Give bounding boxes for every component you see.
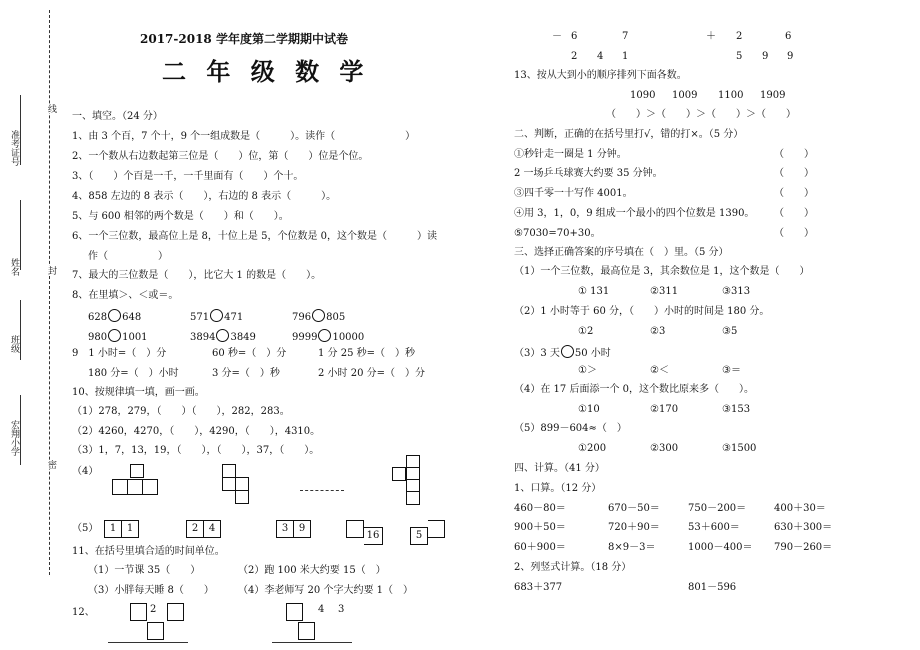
choice-option[interactable]: ①2 [578, 326, 594, 337]
oral-heading: 1、口算。（12 分） [514, 483, 602, 494]
compare-item: 3894 3849 [190, 329, 256, 344]
section-3-heading: 三、选择正确答案的序号填在（ ）里。（5 分） [514, 247, 729, 258]
sum-line [272, 642, 352, 643]
judge-item: ③四千零一十写作 4001。 [514, 188, 633, 199]
seal-char-line: 线 [46, 104, 56, 113]
compare-circle[interactable] [108, 329, 121, 342]
compare-item: 796 805 [292, 309, 345, 324]
judge-bracket[interactable]: （ ） [774, 168, 814, 179]
seal-char-seal: 封 [46, 266, 56, 275]
cell-pair: 2 4 [186, 520, 221, 538]
compare-item: 571 471 [190, 309, 243, 324]
judge-item: 2 一场乒乓球赛大约要 35 分钟。 [514, 168, 663, 179]
q12-digit: 2 [150, 604, 157, 615]
choice-option[interactable]: ③5 [722, 326, 738, 337]
name-field[interactable] [20, 200, 21, 270]
oral-item: 750－200＝ [688, 503, 747, 514]
vert-digit: 9 [787, 51, 794, 62]
question-9-d: 180 分=（ ）小时 [88, 368, 179, 379]
oral-item: 720＋90＝ [608, 522, 660, 533]
exam-title: 2017-2018 学年度第二学期期中试卷 [140, 32, 348, 46]
question-9-e: 3 分=（ ）秒 [212, 368, 280, 379]
digit-box[interactable] [130, 603, 147, 621]
question-1: 1、由 3 个百，7 个十，9 个一组成数是（ ）。读作（ ） [72, 131, 416, 142]
q13-order-blanks[interactable]: （ ）＞（ ）＞（ ）＞（ ） [606, 109, 796, 120]
question-9-a: 9 1 小时=（ ）分 [72, 348, 167, 359]
question-10-1: （1）278，279，（ ）（ ），282，283。 [72, 406, 290, 417]
choice-option[interactable]: ②300 [650, 443, 679, 454]
vert-sign: － [552, 31, 562, 42]
question-8: 8、在里填＞、＜或＝。 [72, 290, 179, 301]
question-4: 4、858 左边的 8 表示（ ），右边的 8 表示（ ）。 [72, 191, 337, 202]
oral-item: 900＋50＝ [514, 522, 566, 533]
oral-item: 53＋600＝ [688, 522, 740, 533]
oral-item: 1000－400＝ [688, 542, 753, 553]
question-2: 2、一个数从右边数起第三位是（ ）位，第（ ）位是个位。 [72, 151, 369, 162]
judge-bracket[interactable]: （ ） [774, 149, 814, 160]
class-label: 班级 [9, 335, 19, 353]
exam-number-label: 准考证号 [9, 130, 19, 166]
question-12: 12、 [72, 607, 95, 618]
judge-bracket[interactable]: （ ） [774, 228, 814, 239]
choice-option[interactable]: ③1500 [722, 443, 757, 454]
choice-option[interactable]: ③313 [722, 286, 751, 297]
q13-num: 1009 [672, 90, 698, 101]
binding-dashed-line [49, 10, 50, 575]
school-field[interactable] [20, 395, 21, 465]
vert-digit: 7 [622, 31, 629, 42]
question-11-1: （1）一节课 35（ ） [88, 565, 201, 576]
question-3: 3、（ ）个百是一千，一千里面有（ ）个十。 [72, 171, 304, 182]
choice-option[interactable]: ③＝ [722, 365, 741, 376]
choice-question-3: （3）3 天 50 小时 [514, 345, 611, 360]
question-6-line1: 6、一个三位数，最高位上是 8，十位上是 5，个位数是 0，这个数是（ ）读 [72, 231, 437, 242]
compare-circle[interactable] [318, 329, 331, 342]
question-13: 13、按从大到小的顺序排列下面各数。 [514, 70, 687, 81]
vertical-calc-item: 801－596 [688, 582, 737, 593]
class-field[interactable] [20, 300, 21, 360]
question-11: 11、在括号里填合适的时间单位。 [72, 546, 225, 557]
answer-dash-line[interactable] [300, 490, 344, 491]
cell-pair[interactable]: 16 [346, 520, 383, 545]
vert-digit: 6 [785, 31, 792, 42]
question-7: 7、最大的三位数是（ ），比它大 1 的数是（ ）。 [72, 270, 322, 281]
oral-item: 630＋300＝ [774, 522, 833, 533]
compare-item: 980 1001 [88, 329, 148, 344]
oral-item: 8×9－3＝ [608, 542, 656, 553]
judge-item: ④用 3，1，0，9 组成一个最小的四个位数是 1390。 [514, 208, 755, 219]
question-10-2: （2）4260，4270，（ ），4290，（ ），4310。 [72, 426, 321, 437]
vert-sign: ＋ [706, 31, 716, 42]
name-label: 姓名 [9, 258, 19, 276]
vert-digit: 2 [571, 51, 578, 62]
subject-title: 二 年 级 数 学 [162, 57, 370, 86]
judge-bracket[interactable]: （ ） [774, 208, 814, 219]
choice-option[interactable]: ①10 [578, 404, 600, 415]
choice-question-2: （2）1 小时等于 60 分，（ ）小时的时间是 180 分。 [514, 306, 770, 317]
choice-option[interactable]: ②＜ [650, 365, 669, 376]
school-label: 宏翔小学 [9, 420, 19, 456]
choice-question-5: （5）899－604≈（ ） [514, 423, 627, 434]
compare-circle[interactable] [561, 345, 574, 358]
compare-item: 628 648 [88, 309, 141, 324]
question-9-f: 2 小时 20 分=（ ）分 [318, 368, 426, 379]
choice-option[interactable]: ②3 [650, 326, 666, 337]
q13-num: 1909 [760, 90, 786, 101]
oral-item: 790－260＝ [774, 542, 833, 553]
compare-item: 9999 10000 [292, 329, 364, 344]
question-10-5: （5） [72, 523, 99, 534]
seal-char-secret: 密 [46, 460, 56, 469]
vert-digit: 5 [736, 51, 743, 62]
q12-digit: 4 [318, 604, 325, 615]
digit-box[interactable] [298, 622, 315, 640]
oral-item: 60＋900＝ [514, 542, 566, 553]
judge-item: ①秒针走一圈是 1 分钟。 [514, 149, 627, 160]
choice-option[interactable]: ③153 [722, 404, 751, 415]
cell-pair: 3 9 [276, 520, 311, 538]
digit-box[interactable] [286, 603, 303, 621]
section-4-heading: 四、计算。（41 分） [514, 463, 605, 474]
question-10-4: （4） [72, 466, 99, 477]
judge-bracket[interactable]: （ ） [774, 188, 814, 199]
choice-option[interactable]: ①200 [578, 443, 607, 454]
choice-question-4: （4）在 17 后面添一个 0，这个数比原来多（ ）。 [514, 384, 754, 395]
oral-item: 400＋30＝ [774, 503, 826, 514]
cell-pair[interactable]: 5 [410, 520, 445, 545]
question-10-3: （3）1，7，13，19，（ ），（ ），37，（ ）。 [72, 445, 320, 456]
section-2-heading: 二、判断，正确的在括号里打√，错的打×。（5 分） [514, 129, 744, 140]
choice-option[interactable]: ① 131 [578, 286, 610, 297]
question-9-c: 1 分 25 秒=（ ）秒 [318, 348, 416, 359]
choice-option[interactable]: ①＞ [578, 365, 597, 376]
vert-digit: 9 [762, 51, 769, 62]
sum-line [108, 642, 188, 643]
question-6-line2: 作（ ） [88, 251, 168, 262]
q12-digit: 3 [338, 604, 345, 615]
q13-num: 1090 [630, 90, 656, 101]
digit-box[interactable] [167, 603, 184, 621]
section-1-heading: 一、填空。（24 分） [72, 111, 163, 122]
cell-pair: 1 1 [104, 520, 139, 538]
vertical-calc-heading: 2、列竖式计算。（18 分） [514, 562, 632, 573]
judge-item: ⑤7030=70+30。 [514, 228, 601, 239]
vert-digit: 1 [622, 51, 629, 62]
digit-box[interactable] [147, 622, 164, 640]
question-11-3: （3）小胖每天睡 8（ ） [88, 585, 214, 596]
compare-circle[interactable] [312, 309, 325, 322]
compare-circle[interactable] [108, 309, 121, 322]
compare-circle[interactable] [210, 309, 223, 322]
vert-digit: 4 [597, 51, 604, 62]
question-9-b: 60 秒=（ ）分 [212, 348, 287, 359]
vert-digit: 2 [736, 31, 743, 42]
choice-option[interactable]: ②311 [650, 286, 679, 297]
choice-question-1: （1）一个三位数，最高位是 3，其余数位是 1，这个数是（ ） [514, 266, 810, 277]
question-5: 5、与 600 相邻的两个数是（ ）和（ ）。 [72, 211, 289, 222]
choice-option[interactable]: ②170 [650, 404, 679, 415]
vert-digit: 6 [571, 31, 578, 42]
question-11-2: （2）跑 100 米大约要 15（ ） [238, 565, 386, 576]
oral-item: 670－50＝ [608, 503, 660, 514]
question-11-4: （4）李老师写 20 个字大约要 1（ ） [238, 585, 413, 596]
compare-circle[interactable] [216, 329, 229, 342]
question-10: 10、按规律填一填，画一画。 [72, 387, 205, 398]
oral-item: 460－80＝ [514, 503, 566, 514]
exam-number-field[interactable] [20, 95, 21, 165]
vertical-calc-item: 683＋377 [514, 582, 563, 593]
q13-num: 1100 [718, 90, 744, 101]
